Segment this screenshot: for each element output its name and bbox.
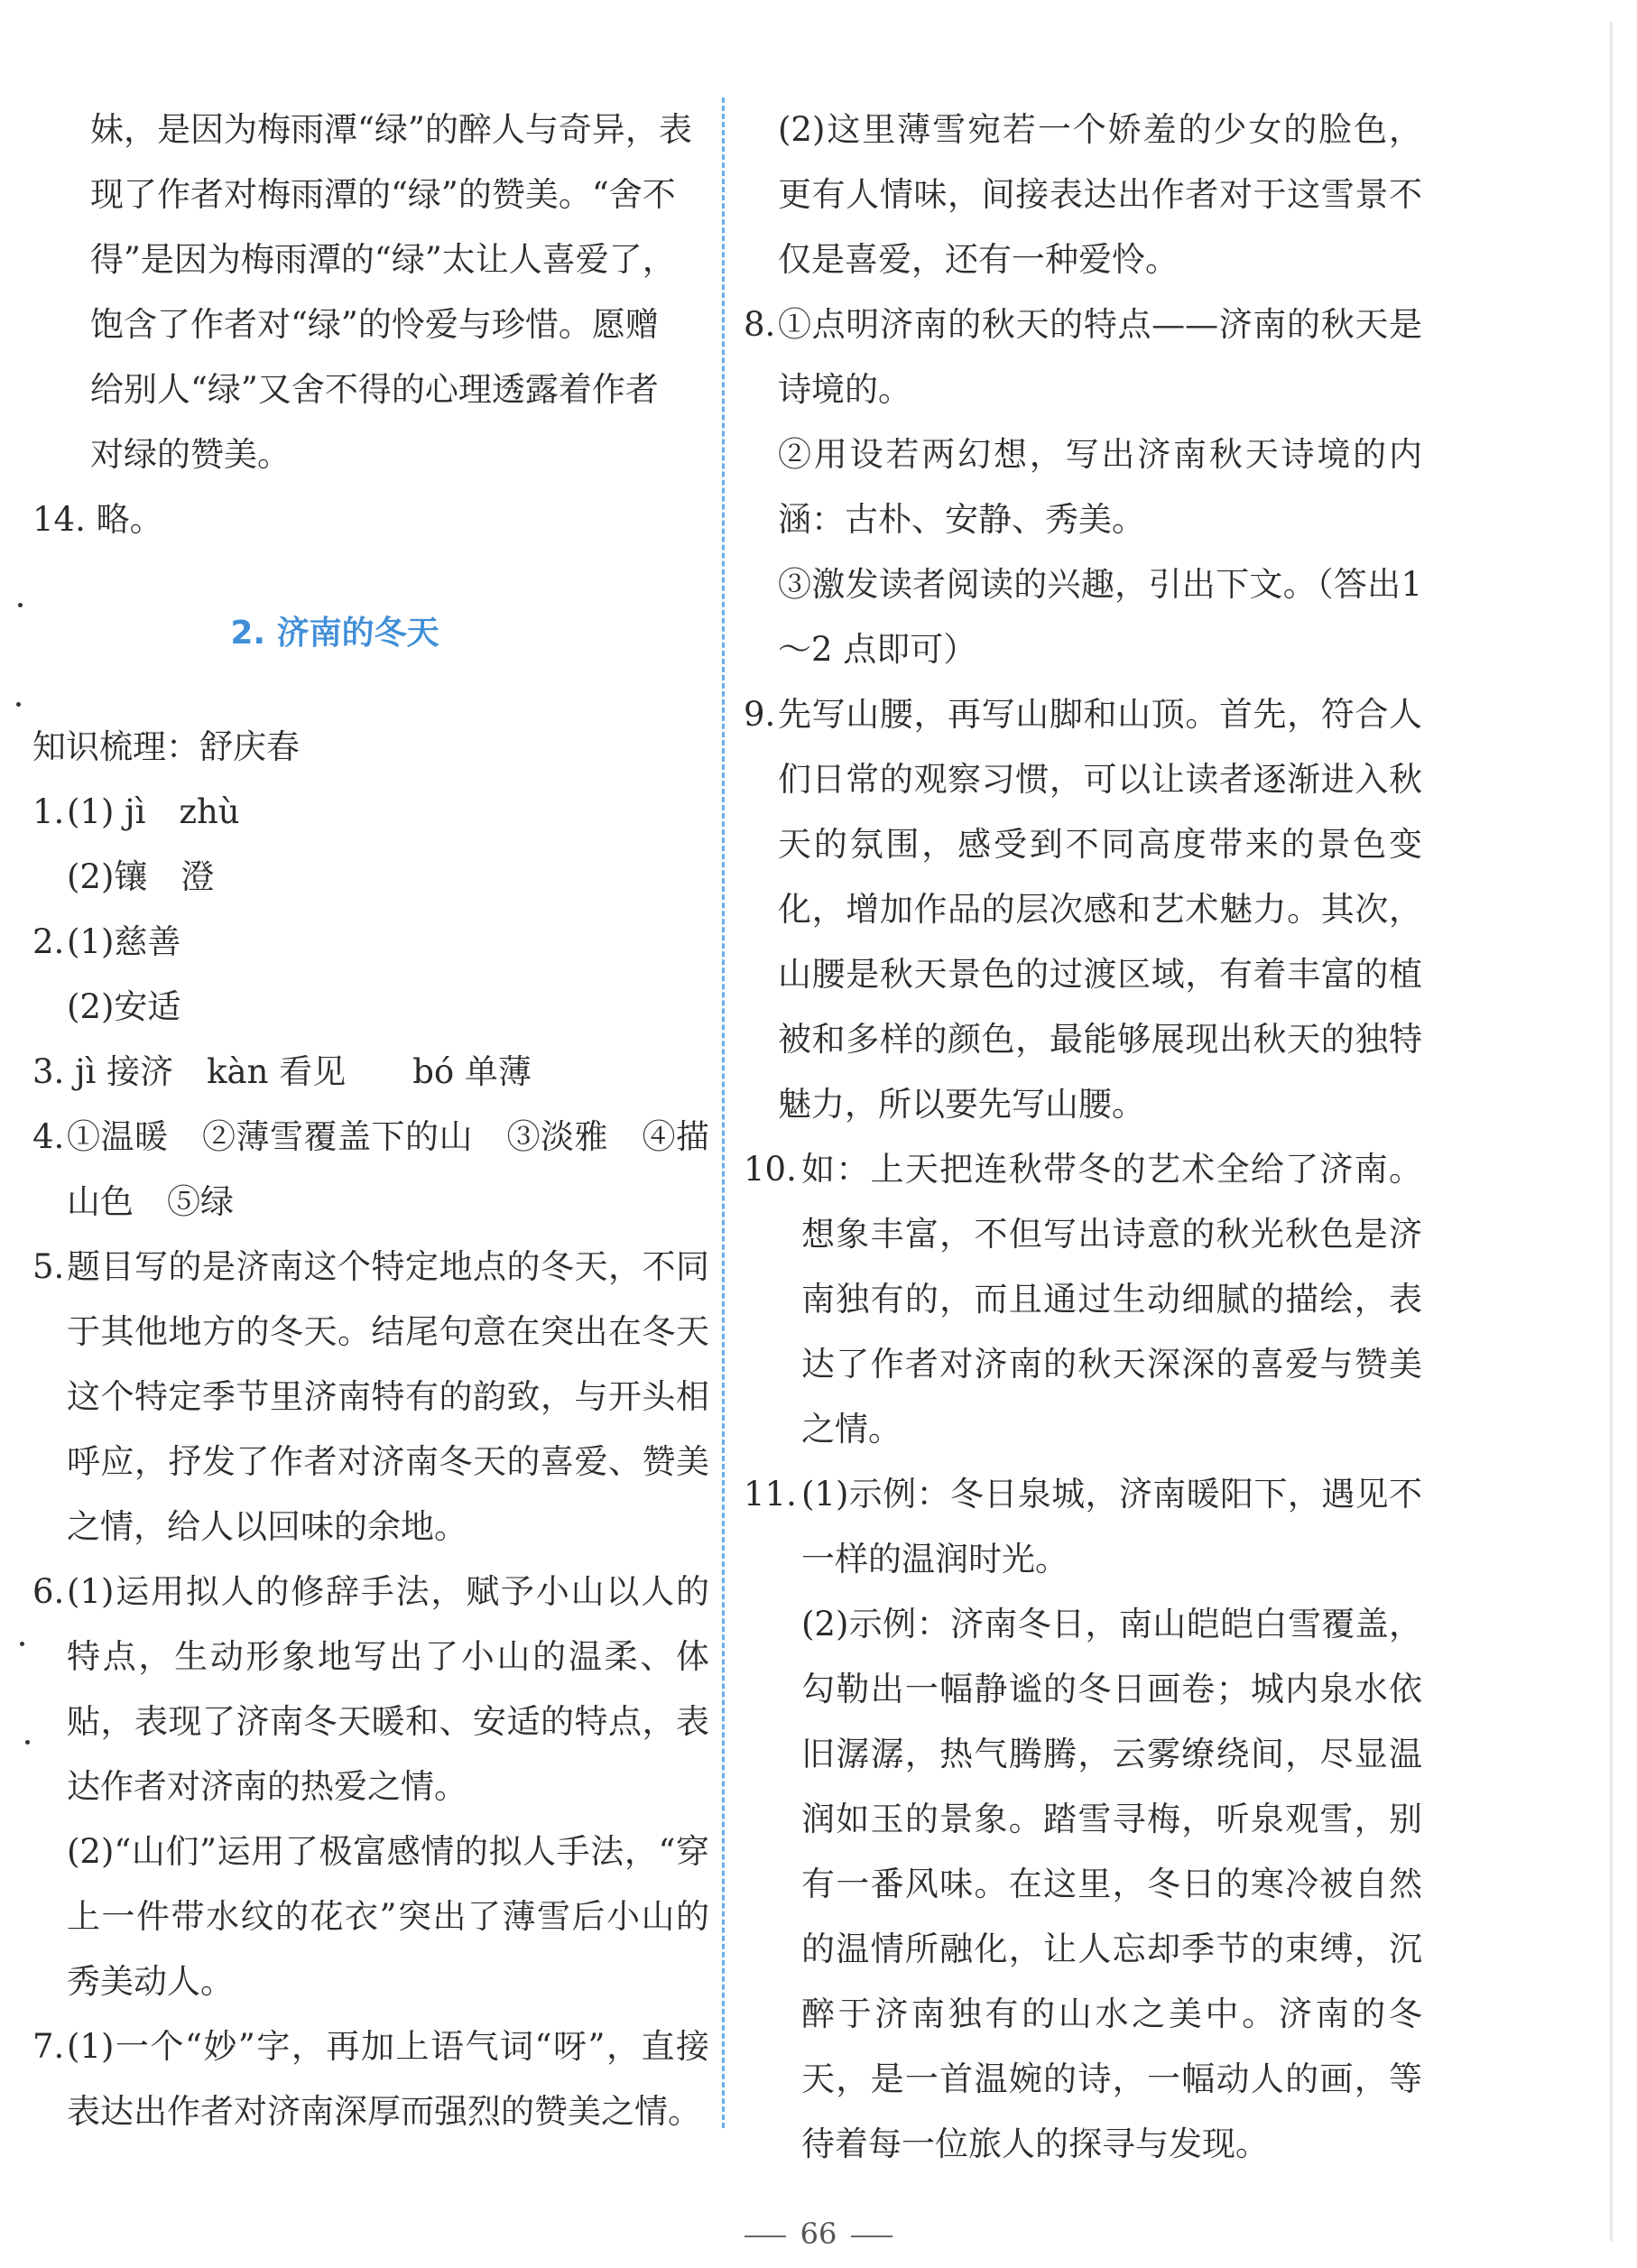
answer-part: (2)镶 澄 [67, 857, 215, 896]
section-title: 2. 济南的冬天 [230, 615, 439, 652]
scan-speck [18, 603, 23, 607]
answer-11 [744, 1462, 1422, 2177]
answer-text: 如：上天把连秋带冬的艺术全给了济南。想象丰富，不但写出诗意的秋光秋色是济南独有的，而且通过生动细腻的描绘，表达了作者对济南的秋天深深的喜爱与赞美之情。 [801, 1150, 1422, 1449]
answer-part: ②用设若两幻想，写出济南秋天诗境的内涵：古朴、安静、秀美。 [778, 435, 1422, 539]
answer-text: 题目写的是济南这个特定地点的冬天，不同于其他地方的冬天。结尾句意在突出在冬天这个特定季节里济南特有的韵致，与开头相呼应，抒发了作者对济南冬天的喜爱、赞美之情，给人以回味的余地。 [67, 1247, 709, 1546]
page-edge [1610, 22, 1613, 2242]
question-number: 1. [32, 792, 65, 831]
question-number: 4. [32, 1117, 65, 1156]
text-line: 现了作者对梅雨潭的“绿”的赞美。“舍不 [90, 175, 676, 214]
answer-1 [32, 780, 709, 910]
left-column [32, 97, 709, 2144]
text-line: 得”是因为梅雨潭的“绿”太让人喜爱了， [90, 240, 676, 279]
answer-5 [32, 1235, 709, 1560]
question-number: 7. [32, 2027, 65, 2066]
answer-part: (1)慈善 [67, 922, 181, 961]
answer-3: 3. jì 接济 kàn 看见 bó 单薄 [32, 1052, 532, 1091]
answer-2 [32, 910, 709, 1040]
answer-8 [744, 292, 1422, 682]
answer-14: 14. 略。 [32, 500, 163, 539]
page-number: 66 [800, 2217, 837, 2251]
answer-7-continued [744, 97, 1422, 292]
answer-text: ①温暖 ②薄雪覆盖下的山 ③淡雅 ④描山色 ⑤绿 [67, 1117, 709, 1221]
scan-speck [25, 1740, 30, 1745]
text-line: 给别人“绿”又舍不得的心理透露着作者 [90, 370, 659, 409]
answer-part: (1) jì zhù [67, 792, 240, 831]
answer-10 [744, 1137, 1422, 1462]
answer-part: (1)一个“妙”字，再加上语气词“呀”，直接表达出作者对济南深厚而强烈的赞美之情。 [67, 2027, 709, 2131]
question-number: 2. [32, 922, 65, 961]
footer-dash [745, 2236, 786, 2237]
scan-speck [16, 702, 21, 707]
column-divider [722, 97, 725, 2128]
text-line: 妹，是因为梅雨潭“绿”的醉人与奇异，表 [90, 110, 692, 149]
answer-part: (1)运用拟人的修辞手法，赋予小山以人的特点，生动形象地写出了小山的温柔、体贴，表现了济南冬天暖和、安适的特点，表达作者对济南的热爱之情。 [67, 1572, 709, 1806]
footer-dash [851, 2236, 892, 2237]
question-number: 10. [744, 1150, 797, 1189]
answer-part: ①点明济南的秋天的特点——济南的秋天是诗境的。 [778, 305, 1422, 409]
answer-part: (2)示例：济南冬日，南山皑皑白雪覆盖，勾勒出一幅静谧的冬日画卷；城内泉水依旧潺潺，热气腾腾，云雾缭绕间，尽显温润如玉的景象。踏雪寻梅，听泉观雪，别有一番风味。在这里，冬日的寒冷被自然的温情所融化，让人忘却季节的束缚，沉醉于济南独有的山水之美中。济南的冬天，是一首温婉的诗，一幅动人的画，等待着每一位旅人的探寻与发现。 [801, 1605, 1422, 2163]
question-number: 9. [744, 695, 776, 734]
text-line: 对绿的赞美。 [90, 435, 291, 474]
q13-continuation [32, 97, 709, 487]
answer-part: (2)“山们”运用了极富感情的拟人手法，“穿上一件带水纹的花衣”突出了薄雪后小山的秀美动人。 [67, 1832, 709, 2001]
text-line: 饱含了作者对“绿”的怜爱与珍惜。愿赠 [90, 305, 659, 344]
answer-part: (1)示例：冬日泉城，济南暖阳下，遇见不一样的温润时光。 [801, 1475, 1422, 1578]
answer-text: 先写山腰，再写山脚和山顶。首先，符合人们日常的观察习惯，可以让读者逐渐进入秋天的氛围，感受到不同高度带来的景色变化，增加作品的层次感和艺术魅力。其次，山腰是秋天景色的过渡区域，有着丰富的植被和多样的颜色，最能够展现出秋天的独特魅力，所以要先写山腰。 [778, 695, 1422, 1124]
answer-part: (2)安适 [67, 987, 181, 1026]
question-number: 8. [744, 305, 776, 344]
question-number: 5. [32, 1247, 65, 1286]
answer-9 [744, 682, 1422, 1137]
answer-6 [32, 1560, 709, 2014]
page-footer [0, 2217, 1637, 2251]
answer-4 [32, 1105, 709, 1235]
knowledge-summary: 知识梳理：舒庆春 [32, 727, 300, 766]
answer-part: ③激发读者阅读的兴趣，引出下文。（答出1～2 点即可） [778, 565, 1422, 669]
question-number: 11. [744, 1475, 797, 1514]
scan-speck [20, 1642, 24, 1646]
answer-part: (2)这里薄雪宛若一个娇羞的少女的脸色，更有人情味，间接表达出作者对于这雪景不仅是喜爱，还有一种爱怜。 [778, 110, 1422, 279]
right-column [744, 97, 1422, 2177]
question-number: 6. [32, 1572, 65, 1611]
answer-7 [32, 2014, 709, 2144]
